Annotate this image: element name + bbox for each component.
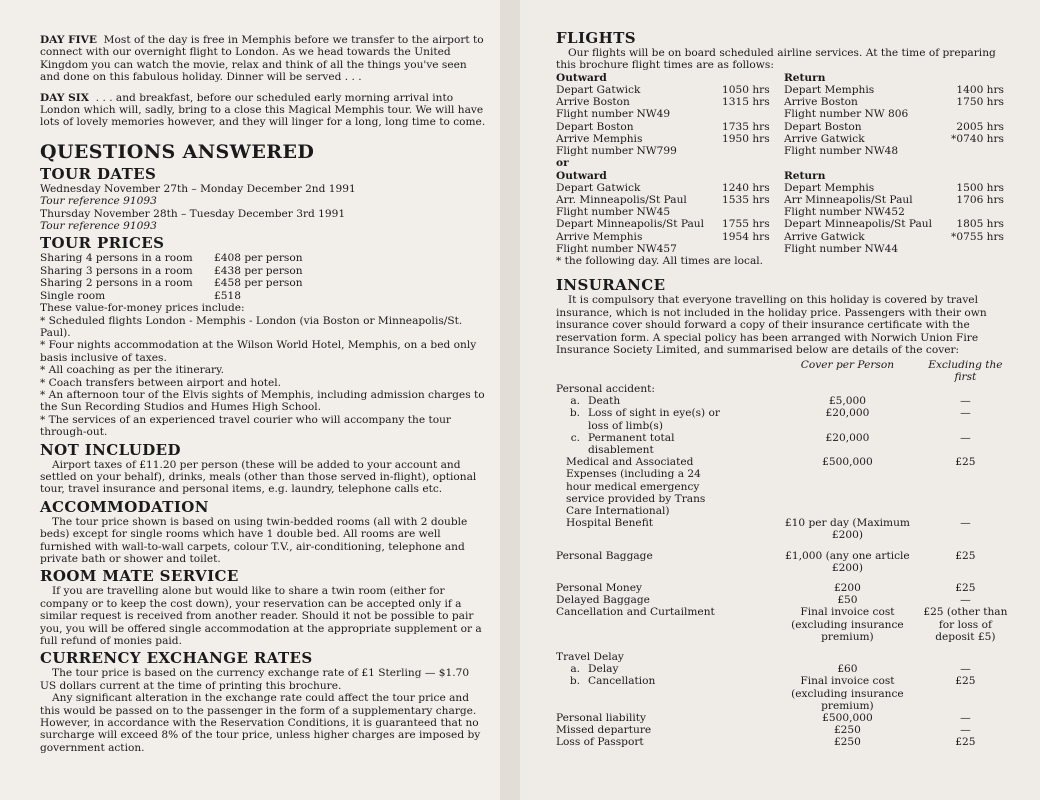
insurance-item-text: Personal Money (556, 581, 642, 594)
insurance-row (556, 383, 1010, 395)
flight-cell: Flight number NW44 (784, 242, 899, 255)
insurance-row (556, 432, 1010, 456)
insurance-row (556, 712, 1010, 724)
insurance-row (556, 395, 1010, 407)
insurance-item (556, 456, 774, 517)
tour-dates-heading: TOUR DATES (40, 164, 157, 183)
includes-item: * Scheduled flights London - Memphis - London (via Boston or Minneapolis/St. Paul). (40, 314, 463, 339)
insurance-excess: — (960, 407, 971, 420)
insurance-row (556, 663, 1010, 675)
insurance-row (556, 675, 1010, 712)
insurance-item (556, 550, 774, 574)
flight-cell (940, 243, 1004, 255)
insurance-item-text: Delayed Baggage (556, 594, 650, 607)
flight-cell: 1535 hrs (722, 194, 770, 207)
flight-schedule (556, 72, 1010, 255)
insurance-cover: £20,000 (825, 407, 870, 420)
insurance-item-text: Personal Baggage (556, 549, 653, 562)
insurance-heading: INSURANCE (556, 276, 666, 295)
flight-cell: *0740 hrs (951, 132, 1004, 145)
flight-cell: 1755 hrs (722, 218, 770, 231)
insurance-excess (921, 651, 1010, 663)
spacer (722, 170, 784, 182)
insurance-sub-label: b. (569, 407, 580, 420)
insurance-cover: £500,000 (822, 456, 873, 469)
right-page (520, 0, 1040, 800)
flight-cell: Flight number NW49 (556, 108, 671, 121)
includes-item: * All coaching as per the itinerary. (40, 364, 225, 377)
insurance-excess: — (960, 395, 971, 408)
flight-cell: *0755 hrs (951, 230, 1004, 243)
insurance-row (556, 517, 1010, 541)
excluding-column-header: Excluding the first (928, 358, 1003, 383)
outward-label: Outward (556, 71, 607, 84)
flight-cell: 1706 hrs (956, 194, 1004, 207)
flights-or: or (556, 157, 569, 170)
price-value: £438 per person (214, 264, 303, 277)
tour-dates-list (40, 183, 486, 233)
flight-cell: Flight number NW799 (556, 145, 677, 158)
insurance-item-text: Cancellation and Curtailment (556, 606, 715, 619)
insurance-sub-label: c. (570, 431, 580, 444)
insurance-cover: £10 per day (Maximum £200) (784, 517, 910, 542)
insurance-excess (921, 383, 1010, 395)
flight-cell: Arr. Minneapolis/St Paul (556, 194, 687, 207)
flight-row (556, 121, 1010, 133)
flight-cell: Depart Memphis (784, 181, 875, 194)
insurance-item-text: Personal liability (556, 711, 646, 724)
price-value: £518 (214, 289, 241, 302)
flight-cell: Depart Memphis (784, 84, 875, 97)
insurance-row (556, 606, 1010, 643)
includes-list (40, 315, 486, 439)
flight-block-header (556, 72, 1010, 84)
insurance-excess: — (960, 594, 971, 607)
insurance-excess: — (960, 663, 971, 676)
spacer (940, 170, 1004, 182)
insurance-excess: — (960, 431, 971, 444)
includes-intro: These value-for-money prices include: (40, 302, 245, 315)
flight-cell: Flight number NW457 (556, 242, 677, 255)
flight-row (556, 218, 1010, 230)
outward-label: Outward (556, 169, 607, 182)
flight-cell: 1954 hrs (722, 230, 770, 243)
flight-cell: Depart Minneapolis/St Paul (556, 218, 705, 231)
insurance-item (556, 383, 774, 395)
insurance-cover: Final invoice cost (excluding insurance premium) (791, 675, 904, 712)
flight-row (556, 206, 1010, 218)
insurance-excess: £25 (other than for loss of deposit £5) (923, 606, 1008, 643)
insurance-item-text: Travel Delay (556, 650, 624, 663)
day-five (40, 34, 486, 84)
insurance-excess: — (960, 711, 971, 724)
flight-row (556, 133, 1010, 145)
insurance-item-text: Missed departure (556, 724, 652, 737)
flight-cell (940, 206, 1004, 218)
flight-cell: Flight number NW45 (556, 206, 671, 219)
insurance-row (556, 651, 1010, 663)
flight-cell (722, 206, 784, 218)
accommodation-heading: ACCOMMODATION (40, 497, 209, 516)
currency-text-2: Any significant alteration in the exchange rate could affect the tour price and this would be passed on to the passenger in the form of a supplementary charge. However, in accordance with the Reservation Conditions, it is guaranteed that no surcharge will exceed 8% of the tour price, unless higher charges are imposed by government action. (40, 692, 481, 754)
room-mate-heading: ROOM MATE SERVICE (40, 567, 239, 586)
insurance-row (556, 594, 1010, 606)
price-row (40, 265, 486, 277)
flight-cell: 2005 hrs (956, 120, 1004, 133)
cover-column-header: Cover per Person (800, 358, 895, 371)
flight-cell (722, 145, 784, 157)
currency-heading: CURRENCY EXCHANGE RATES (40, 649, 313, 668)
insurance-item (556, 724, 774, 736)
insurance-cover (774, 383, 921, 395)
insurance-excess: £25 (955, 456, 976, 469)
day-six-text: . . . and breakfast, before our scheduled early morning arrival into London which will, sadly, bring to a close this Magical Memphis tour. We will have lots of lovely memories however, and they will linger for a long, long time to come. (40, 91, 486, 129)
flight-cell (940, 108, 1004, 120)
insurance-item (556, 432, 774, 456)
flight-cell: 1050 hrs (722, 84, 770, 97)
price-value: £458 per person (214, 277, 303, 290)
flight-cell (940, 145, 1004, 157)
accommodation-text: The tour price shown is based on using twin-bedded rooms (all with 2 double beds) except for single rooms which have 1 double bed. All rooms are well furnished with wall-to-wall carpets, colour T.V., air-conditioning, telephone and private bath or shower and toilet. (40, 515, 468, 565)
insurance-cover: £1,000 (any one article £200) (785, 549, 910, 574)
includes-item: * The services of an experienced travel courier who will accompany the tour through-out. (40, 413, 451, 439)
flight-cell: 1315 hrs (722, 96, 770, 109)
flight-cell: 1500 hrs (956, 181, 1004, 194)
flight-cell: Depart Minneapolis/St Paul (784, 218, 933, 231)
return-label: Return (784, 71, 826, 84)
flight-cell: Arrive Memphis (556, 230, 643, 243)
insurance-excess: £25 (955, 736, 976, 749)
insurance-item (556, 407, 774, 431)
price-label: Sharing 4 persons in a room (40, 252, 193, 265)
insurance-column-headers (556, 359, 1010, 383)
flight-cell: Arrive Boston (784, 96, 858, 109)
flights-footnote: * the following day. All times are local. (556, 255, 764, 268)
insurance-row (556, 582, 1010, 594)
flight-row (556, 194, 1010, 206)
flight-cell: Flight number NW48 (784, 145, 899, 158)
insurance-item-text: Delay (588, 663, 619, 676)
flight-row (556, 182, 1010, 194)
spacer (940, 72, 1004, 84)
price-table (40, 252, 486, 302)
spacer (722, 72, 784, 84)
flight-row (556, 145, 1010, 157)
includes-item: * An afternoon tour of the Elvis sights of Memphis, including admission charges to the Sun Recording Studios and Humes High School. (40, 388, 485, 414)
day-five-text: Most of the day is free in Memphis before we transfer to the airport to connect with our overnight flight to London. As we head towards the United Kingdom you can watch the movie, relax and think of all the things you've seen and done on this fabulous holiday. Dinner will be served . . . (40, 34, 484, 84)
flight-cell: Flight number NW452 (784, 206, 905, 219)
day-six (40, 92, 486, 129)
price-label: Sharing 3 persons in a room (40, 264, 193, 277)
price-row (40, 277, 486, 289)
insurance-excess: £25 (955, 675, 976, 688)
day-six-label: DAY SIX (40, 91, 89, 104)
flight-row (556, 96, 1010, 108)
flight-cell: Arrive Gatwick (784, 132, 865, 145)
page-gutter (500, 0, 520, 800)
insurance-row (556, 407, 1010, 431)
flight-cell: Depart Boston (784, 120, 862, 133)
insurance-item (556, 517, 774, 541)
includes-item: * Four nights accommodation at the Wilson World Hotel, Memphis, on a bed only basis inclusive of taxes. (40, 339, 477, 364)
price-row (40, 252, 486, 264)
day-five-label: DAY FIVE (40, 34, 97, 46)
flight-cell: 1735 hrs (722, 120, 770, 133)
insurance-item (556, 736, 774, 748)
insurance-item (556, 395, 774, 407)
currency-text-1: The tour price is based on the currency exchange rate of £1 Sterling — $1.70 US dollars current at the time of printing this brochure. (40, 667, 470, 692)
price-label: Single room (40, 289, 106, 302)
flight-row (556, 108, 1010, 120)
flight-row (556, 243, 1010, 255)
insurance-row (556, 724, 1010, 736)
tour-date-line: Thursday November 28th – Tuesday December 3rd 1991 (40, 207, 346, 220)
flight-cell: Flight number NW 806 (784, 108, 909, 121)
insurance-excess: — (960, 724, 971, 737)
insurance-cover: £500,000 (822, 711, 873, 724)
insurance-item-text: Medical and Associated Expenses (including a 24 hour medical emergency service provided by Trans Care International) (566, 456, 706, 517)
flight-cell: 1400 hrs (956, 84, 1004, 97)
return-label: Return (784, 169, 826, 182)
insurance-cover: £250 (833, 736, 861, 749)
flight-cell: 1805 hrs (956, 218, 1004, 231)
questions-answered-heading: QUESTIONS ANSWERED (40, 140, 315, 163)
flight-row (556, 84, 1010, 96)
flight-cell: 1950 hrs (722, 132, 770, 145)
insurance-excess: £25 (955, 581, 976, 594)
tour-date-line: Tour reference 91093 (40, 220, 157, 233)
insurance-item (556, 651, 774, 663)
insurance-item (556, 663, 774, 675)
includes-item: * Coach transfers between airport and hotel. (40, 376, 282, 389)
insurance-item-text: Death (588, 395, 621, 408)
flight-cell: Depart Boston (556, 120, 634, 133)
tour-date-line: Tour reference 91093 (40, 195, 157, 208)
insurance-row (556, 736, 1010, 748)
insurance-cover: £20,000 (825, 431, 870, 444)
flight-row (556, 231, 1010, 243)
flight-cell (722, 108, 784, 120)
insurance-sub-label: a. (570, 395, 580, 408)
not-included-heading: NOT INCLUDED (40, 440, 181, 459)
insurance-item-text: Personal accident: (556, 382, 655, 395)
flight-cell: 1240 hrs (722, 181, 770, 194)
insurance-item (556, 582, 774, 594)
insurance-item (556, 594, 774, 606)
flight-cell: Depart Gatwick (556, 181, 641, 194)
insurance-item-text: Hospital Benefit (566, 517, 654, 530)
flight-cell: Arr Minneapolis/St Paul (784, 194, 913, 207)
insurance-cover: £60 (837, 663, 858, 676)
flight-cell: Arrive Gatwick (784, 230, 865, 243)
flight-block-header (556, 170, 1010, 182)
flights-heading: FLIGHTS (556, 29, 636, 47)
left-page (0, 0, 500, 800)
insurance-table (556, 383, 1010, 749)
price-row (40, 290, 486, 302)
insurance-sub-label: a. (570, 663, 580, 676)
insurance-row (556, 456, 1010, 517)
price-label: Sharing 2 persons in a room (40, 277, 193, 290)
insurance-item-text: Loss of sight in eye(s) or loss of limb(s) (588, 407, 720, 432)
insurance-item (556, 712, 774, 724)
insurance-cover: Final invoice cost (excluding insurance premium) (791, 606, 904, 643)
flight-cell: Arrive Memphis (556, 132, 643, 145)
not-included-text: Airport taxes of £11.20 per person (these will be added to your account and settled on your behalf), drinks, meals (other than those served in-flight), optional tour, travel insurance and personal items, e.g. laundry, telephone calls etc. (40, 458, 477, 496)
insurance-excess: — (960, 517, 971, 530)
insurance-item-text: Loss of Passport (556, 736, 644, 749)
room-mate-text: If you are travelling alone but would like to share a twin room (either for company or to keep the cost down), your reservation can be accepted only if a similar request is received from another reader. Should it not be possible to pair you, you will be offered single accommodation at the appropriate supplement or a full refund of monies paid. (40, 585, 482, 648)
flight-cell: 1750 hrs (956, 96, 1004, 109)
tour-date-line: Wednesday November 27th – Monday December 2nd 1991 (40, 182, 356, 195)
insurance-cover: £5,000 (828, 395, 866, 408)
insurance-excess: £25 (955, 549, 976, 562)
insurance-cover: £50 (837, 594, 858, 607)
insurance-item-text: Cancellation (588, 675, 656, 688)
price-value: £408 per person (214, 252, 303, 265)
flights-intro: Our flights will be on board scheduled airline services. At the time of preparing this brochure flight times are as follows: (556, 47, 996, 72)
insurance-cover: £200 (833, 581, 861, 594)
flight-cell: Depart Gatwick (556, 84, 641, 97)
insurance-item (556, 675, 774, 712)
tour-prices-heading: TOUR PRICES (40, 234, 165, 253)
insurance-sub-label: b. (569, 675, 580, 688)
insurance-item (556, 606, 774, 643)
flight-cell (722, 243, 784, 255)
insurance-intro: It is compulsory that everyone travelling on this holiday is covered by travel insurance, which is not included in the holiday price. Passengers with their own insurance cover should forward a copy of their insurance certificate with the reservation form. A special policy has been arranged with Norwich Union Fire Insurance Society Limited, and summarised below are details of the cover: (556, 294, 987, 357)
insurance-cover: £250 (833, 724, 861, 737)
insurance-item-text: Permanent total disablement (588, 431, 675, 456)
flight-cell: Arrive Boston (556, 96, 630, 109)
insurance-row (556, 550, 1010, 574)
insurance-cover (774, 651, 921, 663)
